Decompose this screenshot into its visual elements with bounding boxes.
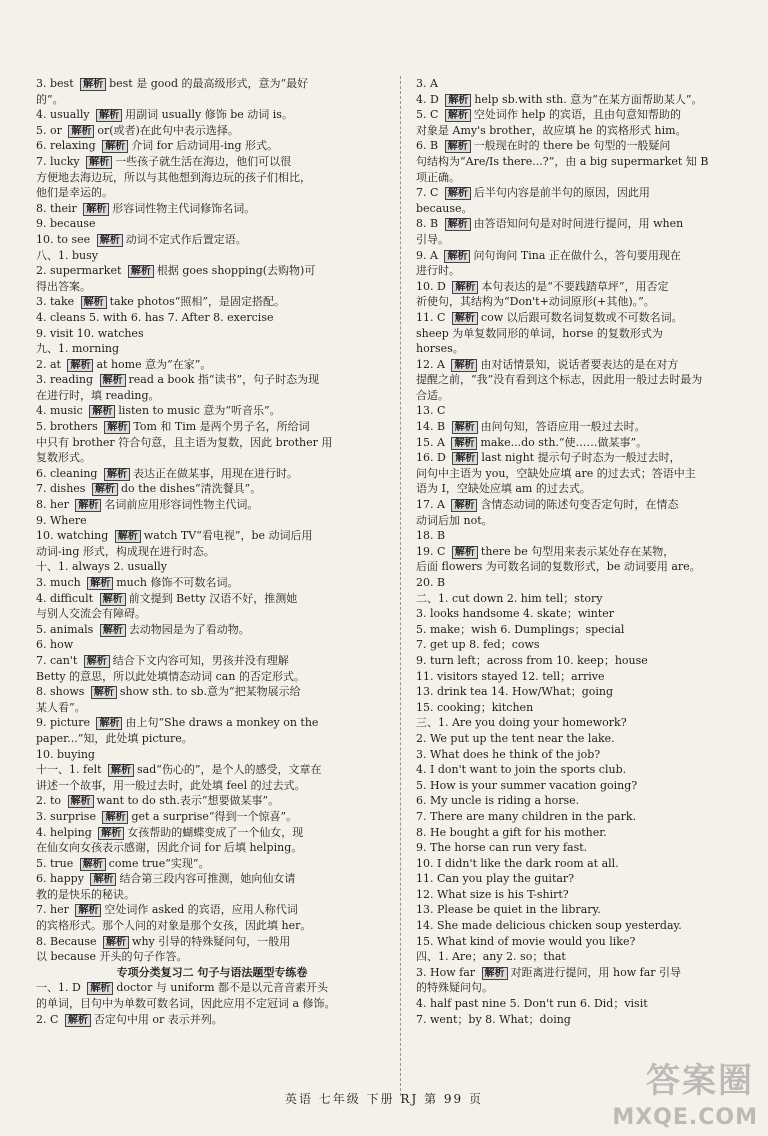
right-line: 的特殊疑问句。: [416, 981, 493, 995]
analysis-tag: 解析: [90, 873, 116, 886]
analysis-tag: 解析: [96, 717, 122, 730]
analysis-tag: 解析: [452, 452, 478, 465]
left-line: 9. picture 解析 由上句“She draws a monkey on the: [36, 716, 319, 730]
analysis-tag: 解析: [89, 405, 115, 418]
left-line: 在进行时，填 reading。: [36, 388, 160, 402]
analysis-tag: 解析: [84, 655, 110, 668]
left-line: 6. cleaning 解析 表达正在做某事，用现在进行时。: [36, 466, 298, 480]
left-line: 3. reading 解析 read a book 指“读书”，句子时态为现: [36, 373, 320, 387]
left-line: 7. can't 解析 结合下文内容可知，男孩并没有理解: [36, 653, 289, 667]
right-line: 19. C 解析 there be 句型用来表示某处存在某物，: [416, 544, 675, 558]
right-line: horses。: [416, 342, 464, 356]
left-line: 8. her 解析 名词前应用形容词性物主代词。: [36, 498, 259, 512]
right-line: 3. looks handsome 4. skate；winter: [416, 607, 615, 621]
analysis-tag: 解析: [108, 764, 134, 777]
left-line: 4. difficult 解析 前文提到 Betty 汉语不好，推测她: [36, 591, 298, 605]
left-line: 的”。: [36, 92, 64, 106]
left-line: 6. how: [36, 638, 74, 652]
analysis-tag: 解析: [68, 795, 94, 808]
right-line: 8. B 解析 由答语知问句是对时间进行提问，用 when: [416, 217, 684, 231]
right-line: 4. half past nine 5. Don't run 6. Did；visit: [416, 997, 648, 1011]
right-line: 13. C: [416, 404, 446, 418]
right-line: 合适。: [416, 388, 449, 402]
left-line: 2. at 解析 at home 意为“在家”。: [36, 357, 212, 371]
right-line: 项正确。: [416, 170, 460, 184]
left-line: 4. usually 解析 用副词 usually 修饰 be 动词 is。: [36, 108, 293, 122]
left-line: 讲述一个故事，用一般过去时，此处填 feel 的过去式。: [36, 778, 306, 792]
right-line: 句结构为“Are/Is there...?”，由 a big supermarket 知 B: [416, 154, 709, 168]
left-line: 10. to see 解析 动词不定式作后置定语。: [36, 232, 247, 246]
right-line: 后面 flowers 为可数名词的复数形式，be 动词要用 are。: [416, 560, 701, 574]
analysis-tag: 解析: [97, 234, 123, 247]
right-line: 三、1. Are you doing your homework?: [416, 716, 627, 730]
analysis-tag: 解析: [91, 686, 117, 699]
left-line: 某人看”。: [36, 700, 86, 714]
right-line: 11. visitors stayed 12. tell；arrive: [416, 669, 605, 683]
right-line: 语为 I，空缺处应填 am 的过去式。: [416, 482, 591, 496]
analysis-tag: 解析: [452, 281, 478, 294]
analysis-tag: 解析: [445, 140, 471, 153]
watermark-url: MXQE.COM: [612, 1105, 758, 1130]
right-line: 5. make；wish 6. Dumplings；special: [416, 622, 625, 636]
analysis-tag: 解析: [92, 483, 118, 496]
analysis-tag: 解析: [445, 94, 471, 107]
left-line: 教的是快乐的秘诀。: [36, 887, 135, 901]
analysis-tag: 解析: [104, 468, 130, 481]
left-line: 8. shows 解析 show sth. to sb.意为“把某物展示给: [36, 685, 301, 699]
left-line: 9. Where: [36, 513, 87, 527]
analysis-tag: 解析: [445, 109, 471, 122]
left-line: 得出答案。: [36, 279, 91, 293]
left-line: 2. supermarket 解析 根据 goes shopping(去购物)可: [36, 264, 316, 278]
right-line: 11. C 解析 cow 以后跟可数名词复数或不可数名词。: [416, 310, 683, 324]
left-line: 的单词，目句中为单数可数名词，因此应用不定冠词 a 修饰。: [36, 997, 336, 1011]
right-line: 15. A 解析 make...do sth.“使……做某事”。: [416, 435, 648, 449]
left-line: 3. much 解析 much 修饰不可数名词。: [36, 576, 239, 589]
left-line: 3. surprise 解析 get a surprise“得到一个惊喜”。: [36, 809, 298, 823]
left-line: 与别人交流会有障碍。: [36, 607, 146, 621]
analysis-tag: 解析: [100, 374, 126, 387]
analysis-tag: 解析: [452, 546, 478, 559]
analysis-tag: 解析: [452, 421, 478, 434]
analysis-tag: 解析: [445, 187, 471, 200]
right-column: [416, 76, 760, 1027]
left-line: 一、1. D 解析 doctor 与 uniform 都不是以元音音素开头: [36, 981, 328, 995]
right-line: 20. B: [416, 576, 446, 589]
left-line: 5. brothers 解析 Tom 和 Tim 是两个男子名，所给词: [36, 420, 310, 434]
analysis-tag: 解析: [87, 577, 113, 590]
left-line: 中只有 brother 符合句意，且主语为复数，因此 brother 用: [36, 435, 333, 449]
left-line: 7. lucky 解析 一些孩子就生活在海边，他们可以很: [36, 154, 292, 168]
page-footer: 英语 七年级 下册 RJ 第 99 页: [284, 1092, 483, 1106]
right-line: 3. A: [416, 77, 438, 90]
right-line: 动词后加 not。: [416, 513, 493, 527]
left-line: 的宾格形式。那个人问的对象是那个女孩，因此填 her。: [36, 919, 312, 933]
left-line: 复数形式。: [36, 451, 91, 465]
right-line: 四、1. Are；any 2. so；that: [416, 950, 566, 964]
left-line: 专项分类复习二 句子与语法题型专练卷: [116, 965, 308, 979]
left-line: 在仙女向女孩表示感谢，因此介词 for 后填 helping。: [36, 841, 303, 855]
right-line: because。: [416, 201, 473, 215]
left-line: 6. relaxing 解析 介词 for 后动词用-ing 形式。: [36, 139, 278, 153]
right-line: 5. How is your summer vacation going?: [416, 778, 638, 792]
left-line: 9. visit 10. watches: [36, 326, 144, 340]
left-line: 9. because: [36, 217, 96, 231]
left-line: 2. to 解析 want to do sth.表示“想要做某事”。: [36, 794, 280, 808]
left-line: 10. watching 解析 watch TV“看电视”，be 动词后用: [36, 529, 313, 543]
right-line: 16. D 解析 last night 提示句子时态为一般过去时，: [416, 451, 681, 465]
right-line: 10. D 解析 本句表达的是“不要践踏草坪”，用否定: [416, 279, 669, 293]
left-line: 4. helping 解析 女孩帮助的蝴蝶变成了一个仙女，现: [36, 825, 304, 839]
analysis-tag: 解析: [68, 125, 94, 138]
right-line: 8. He bought a gift for his mother.: [416, 825, 607, 839]
right-line: sheep 为单复数同形的单词，horse 的复数形式为: [416, 326, 663, 340]
right-line: 二、1. cut down 2. him tell；story: [416, 591, 603, 605]
right-line: 17. A 解析 含情态动词的陈述句变否定句时，在情态: [416, 498, 679, 512]
right-line: 9. The horse can run very fast.: [416, 841, 588, 855]
analysis-tag: 解析: [81, 296, 107, 309]
right-line: 7. went；by 8. What；doing: [416, 1012, 571, 1026]
left-line: 6. happy 解析 结合第三段内容可推测，她向仙女请: [36, 872, 296, 886]
right-line: 9. A 解析 问句询问 Tina 正在做什么，答句要用现在: [416, 248, 681, 262]
left-line: Betty 的意思，所以此处填情态动词 can 的否定形式。: [36, 669, 305, 683]
analysis-tag: 解析: [115, 530, 141, 543]
left-line: 2. C 解析 否定句中用 or 表示并列。: [36, 1012, 223, 1026]
analysis-tag: 解析: [482, 967, 508, 980]
left-line: 方便地去海边玩，所以与其他想到海边玩的孩子们相比，: [36, 170, 311, 184]
right-line: 7. C 解析 后半句内容是前半句的原因，因此用: [416, 186, 650, 200]
right-line: 4. D 解析 help sb.with sth. 意为“在某方面帮助某人”。: [416, 92, 703, 106]
analysis-tag: 解析: [104, 421, 130, 434]
left-line: 5. animals 解析 去动物园是为了看动物。: [36, 622, 250, 636]
left-line: 他们是幸运的。: [36, 186, 113, 200]
right-line: 提醒之前，“我”没有看到这个标志，因此用一般过去时最为: [416, 373, 703, 387]
watermark-chinese: 答案圈: [646, 1061, 754, 1101]
left-line: 九、1. morning: [36, 342, 120, 356]
right-line: 14. B 解析 由问句知，答语应用一般过去时。: [416, 420, 646, 434]
right-line: 12. A 解析 由对话情景知，说话者要表达的是在对方: [416, 357, 679, 371]
right-line: 4. I don't want to join the sports club.: [416, 763, 627, 777]
analysis-tag: 解析: [451, 359, 477, 372]
analysis-tag: 解析: [451, 499, 477, 512]
analysis-tag: 解析: [103, 936, 129, 949]
right-line: 15. cooking；kitchen: [416, 700, 534, 714]
analysis-tag: 解析: [451, 437, 477, 450]
right-line: 7. get up 8. fed；cows: [416, 638, 540, 652]
left-line: 4. music 解析 listen to music 意为“听音乐”。: [36, 404, 281, 418]
analysis-tag: 解析: [452, 312, 478, 325]
right-line: 9. turn left；across from 10. keep；house: [416, 653, 648, 667]
column-divider: [400, 76, 401, 1096]
analysis-tag: 解析: [128, 265, 154, 278]
right-line: 祈使句，其结构为“Don't+动词原形(+其他)。”。: [416, 295, 655, 309]
right-line: 10. I didn't like the dark room at all.: [416, 856, 619, 870]
right-line: 15. What kind of movie would you like?: [416, 934, 636, 948]
left-line: 10. buying: [36, 747, 95, 761]
right-line: 13. drink tea 14. How/What；going: [416, 685, 614, 699]
right-line: 进行时。: [416, 264, 460, 278]
analysis-tag: 解析: [87, 982, 113, 995]
left-line: 8. their 解析 形容词性物主代词修饰名词。: [36, 201, 256, 215]
right-line: 18. B: [416, 529, 446, 543]
left-line: 十一、1. felt 解析 sad“伤心的”，是个人的感受，文章在: [36, 763, 322, 777]
right-line: 问句中主语为 you，空缺处应填 are 的过去式；答语中主: [416, 466, 696, 480]
right-line: 6. My uncle is riding a horse.: [416, 794, 580, 808]
right-line: 对象是 Amy's brother，故应填 he 的宾格形式 him。: [416, 123, 687, 137]
left-line: 5. true 解析 come true“实现”。: [36, 856, 210, 870]
analysis-tag: 解析: [80, 78, 106, 91]
right-line: 6. B 解析 一般现在时的 there be 句型的一般疑问: [416, 139, 671, 153]
analysis-tag: 解析: [100, 593, 126, 606]
analysis-tag: 解析: [102, 140, 128, 153]
analysis-tag: 解析: [80, 858, 106, 871]
left-line: 8. Because 解析 why 引导的特殊疑问句，一般用: [36, 934, 291, 948]
analysis-tag: 解析: [100, 624, 126, 637]
analysis-tag: 解析: [86, 156, 112, 169]
analysis-tag: 解析: [65, 1014, 91, 1027]
right-line: 2. We put up the tent near the lake.: [416, 731, 615, 745]
left-line: 7. dishes 解析 do the dishes“清洗餐具”。: [36, 482, 262, 496]
right-line: 3. How far 解析 对距离进行提问，用 how far 引导: [416, 965, 682, 979]
right-line: 引导。: [416, 232, 449, 246]
left-line: 八、1. busy: [36, 248, 98, 262]
right-line: 13. Please be quiet in the library.: [416, 903, 601, 917]
analysis-tag: 解析: [444, 250, 470, 263]
analysis-tag: 解析: [83, 203, 109, 216]
analysis-tag: 解析: [98, 827, 124, 840]
left-line: 5. or 解析 or(或者)在此句中表示选择。: [36, 123, 239, 137]
left-column: [36, 76, 388, 1027]
left-line: paper...”知，此处填 picture。: [36, 731, 193, 745]
analysis-tag: 解析: [75, 499, 101, 512]
analysis-tag: 解析: [445, 218, 471, 231]
left-line: 十、1. always 2. usually: [36, 560, 168, 574]
right-line: 14. She made delicious chicken soup yesterday.: [416, 919, 682, 933]
analysis-tag: 解析: [67, 359, 93, 372]
left-line: 以 because 开头的句子作答。: [36, 950, 188, 964]
left-line: 动词-ing 形式，构成现在进行时态。: [36, 544, 215, 558]
left-line: 3. take 解析 take photos“照相”，是固定搭配。: [36, 295, 285, 309]
left-line: 4. cleans 5. with 6. has 7. After 8. exercise: [36, 310, 274, 324]
analysis-tag: 解析: [96, 109, 122, 122]
right-line: 12. What size is his T-shirt?: [416, 887, 569, 901]
analysis-tag: 解析: [102, 811, 128, 824]
right-line: 5. C 解析 空处词作 help 的宾语，且由句意知帮助的: [416, 108, 682, 122]
right-line: 3. What does he think of the job?: [416, 747, 601, 761]
left-line: 7. her 解析 空处词作 asked 的宾语，应用人称代词: [36, 903, 298, 917]
right-line: 11. Can you play the guitar?: [416, 872, 575, 886]
left-line: 3. best 解析 best 是 good 的最高级形式，意为“最好: [36, 77, 309, 90]
analysis-tag: 解析: [75, 904, 101, 917]
right-line: 7. There are many children in the park.: [416, 809, 637, 823]
